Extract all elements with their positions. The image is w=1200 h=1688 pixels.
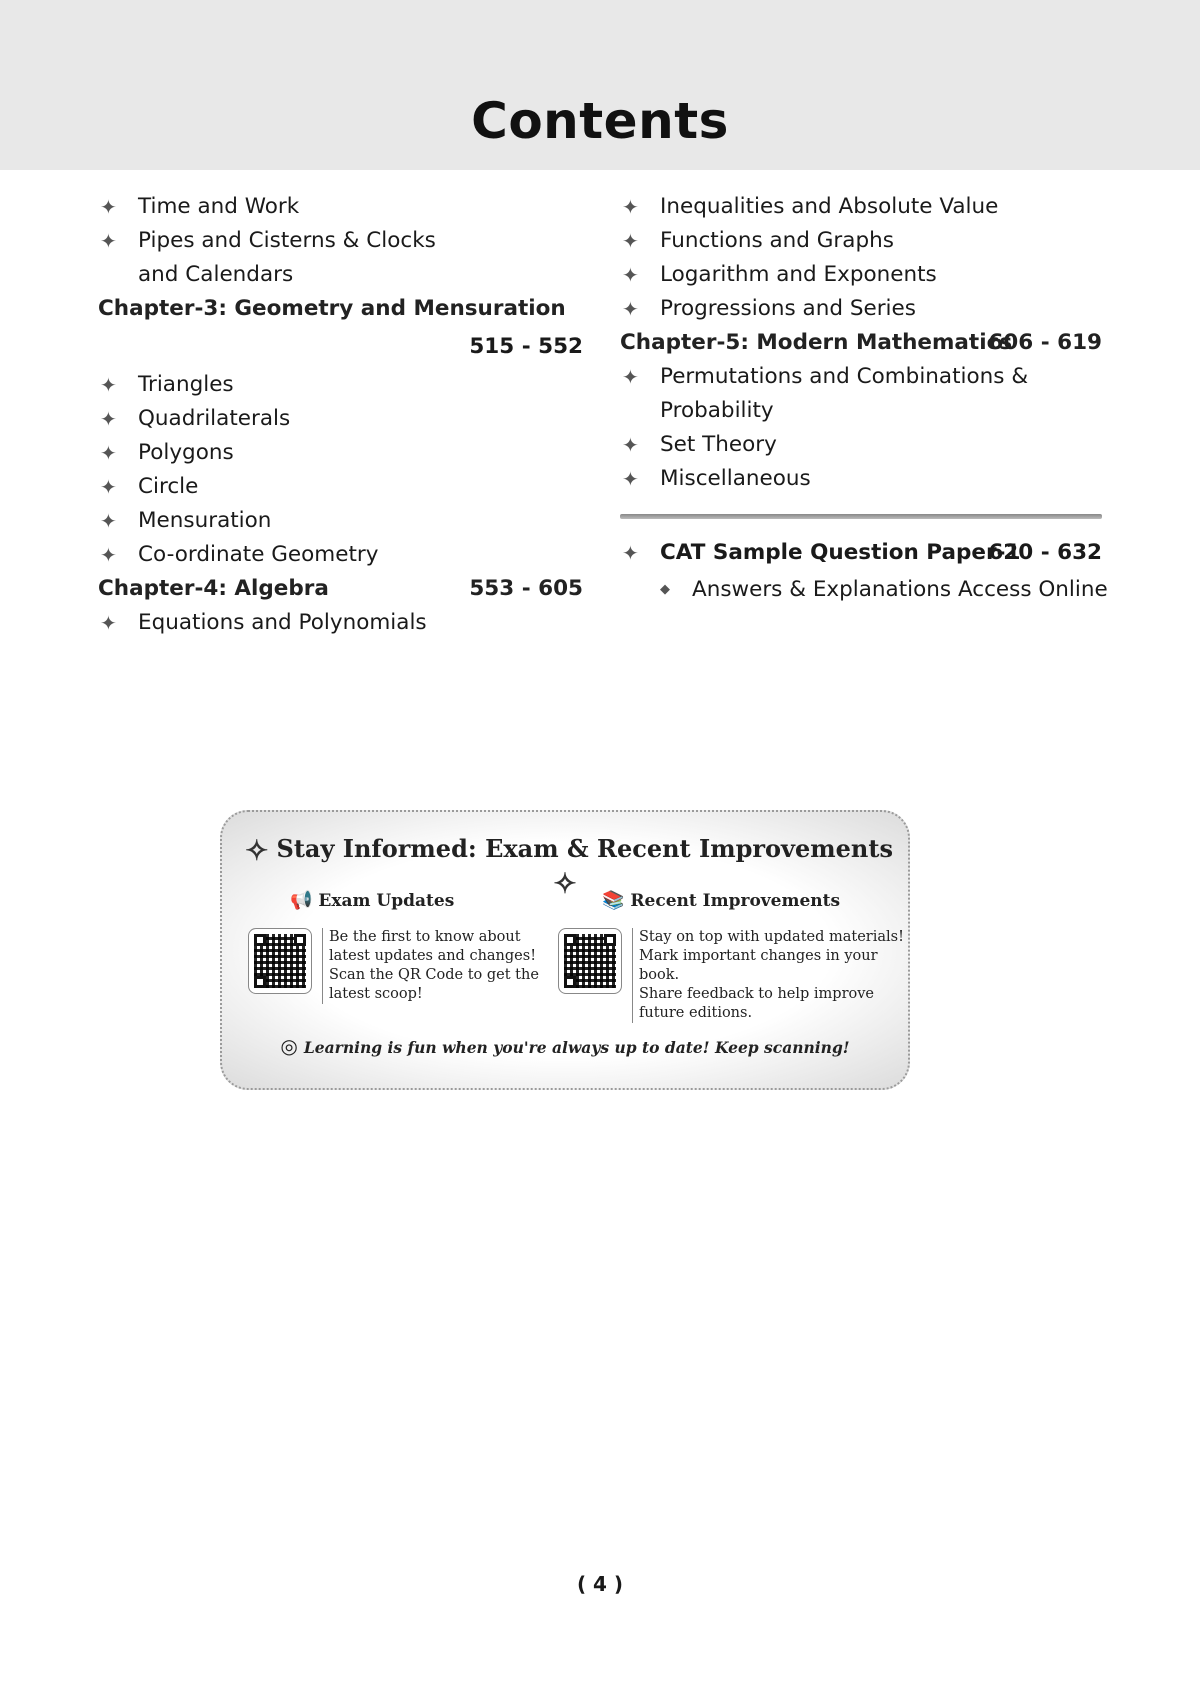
plus-sparkle-icon: ✦ xyxy=(100,229,117,253)
chapter-pages: 606 - 619 xyxy=(988,330,1102,355)
plus-sparkle-icon: ✦ xyxy=(622,229,639,253)
plus-sparkle-icon: ✦ xyxy=(100,543,117,567)
list-item[interactable]: ✦ Permutations and Combinations & xyxy=(620,360,1102,394)
plus-sparkle-icon: ✦ xyxy=(622,433,639,457)
plus-sparkle-icon: ✦ xyxy=(100,441,117,465)
list-item-continuation: Probability xyxy=(660,398,774,423)
chapter-pages: 553 - 605 xyxy=(469,576,583,601)
info-box-title: ✧ Stay Informed: Exam & Recent Improvements✧ xyxy=(245,834,893,900)
list-item[interactable]: ✦ Time and Work xyxy=(98,190,583,224)
target-icon: ◎ xyxy=(280,1034,298,1058)
recent-improvements-heading: 📚 Recent Improvements xyxy=(602,890,841,911)
list-item[interactable]: ✦ Miscellaneous xyxy=(620,462,1102,496)
sample-pages: 620 - 632 xyxy=(988,540,1102,565)
list-item[interactable]: ✦ Set Theory xyxy=(620,428,1102,462)
list-item[interactable]: ✦ Circle xyxy=(98,470,583,504)
page-number: ( 4 ) xyxy=(576,1572,624,1596)
stay-informed-box xyxy=(220,810,910,1090)
megaphone-icon: 📢 xyxy=(290,890,313,911)
list-item[interactable]: ✦ Triangles xyxy=(98,368,583,402)
diamond-icon: ◆ xyxy=(660,582,670,597)
exam-updates-qr-code[interactable] xyxy=(248,928,312,994)
chapter-heading[interactable]: Chapter-3: Geometry and Mensuration xyxy=(98,296,566,321)
list-item[interactable]: ✦ Mensuration xyxy=(98,504,583,538)
list-item[interactable]: ✦ Pipes and Cisterns & Clocks xyxy=(98,224,583,258)
plus-sparkle-icon: ✦ xyxy=(622,297,639,321)
list-item[interactable]: ✦ Quadrilaterals xyxy=(98,402,583,436)
sample-paper-entry[interactable]: ✦ CAT Sample Question Paper-1 620 - 632 xyxy=(620,535,1102,571)
list-item[interactable]: ✦ Progressions and Series xyxy=(620,292,1102,326)
exam-updates-text: Be the first to know about latest updates and changes! Scan the QR Code to get the latest scoop! xyxy=(322,928,539,1004)
plus-sparkle-icon: ✦ xyxy=(622,541,639,565)
sub-list-item[interactable]: ◆ Answers & Explanations Access Online xyxy=(620,571,1102,609)
list-item[interactable]: ✦ Logarithm and Exponents xyxy=(620,258,1102,292)
list-item[interactable]: ✦ Functions and Graphs xyxy=(620,224,1102,258)
chapter-pages: 515 - 552 xyxy=(469,334,583,359)
qr-code-icon xyxy=(564,934,616,988)
chapter-heading[interactable]: Chapter-4: Algebra 553 - 605 xyxy=(98,572,583,606)
list-item[interactable]: ✦ Inequalities and Absolute Value xyxy=(620,190,1102,224)
plus-sparkle-icon: ✦ xyxy=(622,365,639,389)
books-icon: 📚 xyxy=(602,890,625,911)
recent-improvements-text: Stay on top with updated materials! Mark important changes in your book. Share feedback to help improve future editions. xyxy=(632,928,908,1023)
plus-sparkle-icon: ✦ xyxy=(100,407,117,431)
plus-sparkle-icon: ✦ xyxy=(100,509,117,533)
plus-sparkle-icon: ✦ xyxy=(100,475,117,499)
qr-code-icon xyxy=(254,934,306,988)
list-item[interactable]: ✦ Equations and Polynomials xyxy=(98,606,583,640)
contents-left-column xyxy=(98,190,583,640)
list-item-continuation: and Calendars xyxy=(138,262,294,287)
contents-right-column xyxy=(620,190,1108,609)
plus-sparkle-icon: ✦ xyxy=(622,195,639,219)
info-box-tagline: ◎ Learning is fun when you're always up to date! Keep scanning! xyxy=(280,1034,850,1058)
page-title: Contents xyxy=(471,92,729,150)
plus-sparkle-icon: ✦ xyxy=(622,467,639,491)
chapter-heading[interactable]: Chapter-5: Modern Mathematics 606 - 619 xyxy=(620,326,1102,360)
plus-sparkle-icon: ✦ xyxy=(100,611,117,635)
plus-sparkle-icon: ✦ xyxy=(622,263,639,287)
sparkle-icon: ✧ xyxy=(245,834,269,867)
list-item[interactable]: ✦ Polygons xyxy=(98,436,583,470)
plus-sparkle-icon: ✦ xyxy=(100,373,117,397)
exam-updates-heading: 📢 Exam Updates xyxy=(290,890,455,911)
recent-improvements-qr-code[interactable] xyxy=(558,928,622,994)
plus-sparkle-icon: ✦ xyxy=(100,195,117,219)
sparkle-icon: ✧ xyxy=(553,867,577,900)
section-divider xyxy=(620,514,1102,519)
list-item[interactable]: ✦ Co-ordinate Geometry xyxy=(98,538,583,572)
